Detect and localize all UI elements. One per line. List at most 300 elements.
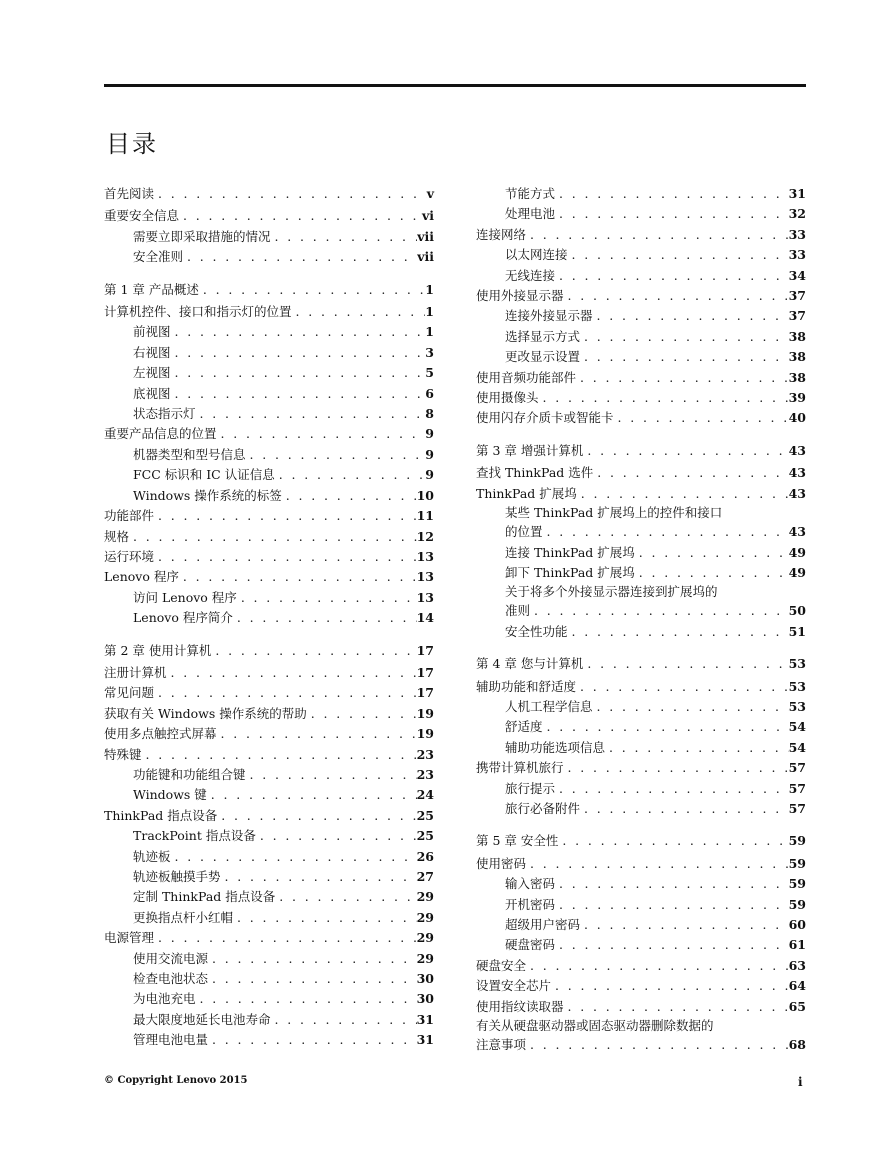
dot-leader [543,717,789,737]
toc-page-number: 68 [788,1037,806,1053]
toc-chapter-entry[interactable] [104,641,434,661]
toc-page-number: 33 [788,247,806,263]
toc-entry[interactable] [104,445,434,465]
toc-entry[interactable] [104,1030,434,1050]
toc-entry[interactable] [476,601,806,621]
toc-page-number: 30 [416,991,434,1007]
toc-entry-title: ThinkPad 指点设备 [104,807,218,823]
toc-entry[interactable] [104,949,434,969]
toc-entry-title: 规格 [104,528,130,544]
toc-page-number: vii [417,249,434,265]
toc-entry[interactable] [104,663,434,683]
dot-leader [171,384,426,404]
toc-entry[interactable] [104,724,434,744]
dot-leader [555,184,789,204]
dot-leader [282,486,417,506]
toc-entry-title: 功能键和功能组合键 [133,766,246,782]
dot-leader [217,424,426,444]
dot-leader [237,588,417,608]
dot-leader [551,976,789,996]
toc-page-number: 49 [788,564,806,580]
toc-page-number: 19 [416,705,434,721]
toc-entry-title: 辅助功能选项信息 [505,739,606,755]
dot-leader [154,547,417,567]
toc-entry[interactable] [476,245,806,265]
toc-entry-text-line: 关于将多个外接显示器连接到扩展坞的 [505,584,718,600]
dot-leader [580,347,789,367]
toc-page-number: 9 [425,446,434,462]
toc-entry-title: 机器类型和型号信息 [133,446,246,462]
toc-page-number: 57 [788,780,806,796]
toc-entry-title: 舒适度 [505,719,543,735]
toc-page-number: 33 [788,226,806,242]
dot-leader [555,935,789,955]
toc-entry[interactable] [476,697,806,717]
toc-entry[interactable] [476,463,806,483]
toc-entry[interactable] [104,506,434,526]
dot-leader [179,206,422,226]
toc-chapter-entry[interactable] [104,280,434,300]
toc-entry-title: 人机工程学信息 [505,698,593,714]
toc-entry-text-line: 有关从硬盘驱动器或固态驱动器删除数据的 [476,1018,714,1034]
toc-entry-title: 定制 ThinkPad 指点设备 [133,889,276,905]
toc-entry[interactable] [476,1035,806,1055]
dot-leader [154,928,417,948]
toc-entry-title: 输入密码 [505,876,556,892]
toc-entry[interactable] [104,847,434,867]
toc-entry[interactable] [476,717,806,737]
toc-page-number: 59 [788,833,806,849]
dot-leader [543,522,789,542]
dot-leader [576,677,789,697]
toc-page-number: 49 [788,544,806,560]
toc-page-number: 50 [788,603,806,619]
toc-page-number: 59 [788,876,806,892]
dot-leader [217,806,416,826]
toc-entry[interactable] [476,738,806,758]
toc-entry-title: 卸下 ThinkPad 扩展坞 [505,564,635,580]
toc-entry[interactable] [104,745,434,765]
dot-leader [154,506,417,526]
toc-page-number: 24 [416,787,434,803]
toc-page-number: 13 [416,569,434,585]
toc-entry[interactable] [104,547,434,567]
toc-entry[interactable] [104,608,434,628]
dot-leader [207,785,417,805]
toc-entry[interactable] [104,322,434,342]
toc-page-number: 54 [788,719,806,735]
toc-chapter-entry[interactable] [476,831,806,851]
toc-entry[interactable] [476,306,806,326]
toc-page-number: 1 [425,324,434,340]
toc-page-number: 43 [788,485,806,501]
dot-leader [580,915,789,935]
toc-entry-title: 使用密码 [476,855,527,871]
toc-page-number: 39 [788,390,806,406]
toc-page-number: 60 [788,917,806,932]
dot-leader [635,563,789,583]
dot-leader [580,327,789,347]
toc-page-number: 57 [788,760,806,776]
toc-entry-title: 底视图 [133,385,171,401]
dot-leader [171,363,426,383]
toc-entry[interactable] [104,928,434,948]
toc-entry-title: Lenovo 程序 [104,569,179,585]
toc-entry-title: Lenovo 程序简介 [133,610,233,626]
dot-leader [530,601,789,621]
toc-entry-title: 处理电池 [505,206,556,222]
toc-entry-title: 第 2 章 使用计算机 [104,642,212,658]
toc-page-number: 57 [788,800,806,816]
toc-entry[interactable] [476,854,806,874]
toc-entry-title: 电源管理 [104,930,155,946]
toc-page-number: 29 [416,930,434,946]
toc-entry[interactable] [476,895,806,915]
toc-entry-title: 以太网连接 [505,247,568,263]
toc-entry-title: 需要立即采取措施的情况 [133,228,271,244]
toc-entry-title: 轨迹板触摸手势 [133,869,221,884]
dot-leader [246,445,426,465]
dot-leader [199,280,425,300]
toc-entry-title: ThinkPad 扩展坞 [476,485,577,501]
toc-entry-title: 第 1 章 产品概述 [104,281,199,297]
toc-entry[interactable] [104,1010,434,1030]
dot-leader [275,887,416,907]
toc-entry-title: 最大限度地延长电池寿命 [133,1011,271,1027]
toc-entry[interactable] [104,527,434,547]
dot-leader [129,527,417,547]
toc-entry[interactable] [104,908,434,928]
toc-entry-title: 获取有关 Windows 操作系统的帮助 [104,705,307,721]
toc-entry[interactable] [104,806,434,826]
toc-entry[interactable] [476,347,806,367]
dot-leader [577,484,789,504]
toc-entry[interactable] [104,302,434,322]
toc-page-number: 37 [788,308,806,324]
toc-entry-title: 常见问题 [104,685,155,701]
toc-entry-title: 使用多点触控式屏幕 [104,726,217,742]
dot-leader [208,1030,417,1050]
toc-entry[interactable] [476,225,806,245]
toc-entry-text-line: 某些 ThinkPad 扩展坞上的控件和接口 [505,505,723,521]
toc-entry-title: 开机密码 [505,896,556,912]
toc-page-number: 17 [416,642,434,658]
dot-leader [183,247,417,267]
toc-entry-title: 辅助功能和舒适度 [476,678,577,694]
dot-leader [568,622,789,642]
toc-entry-title: 注意事项 [476,1037,527,1053]
toc-page-number: 31 [788,186,806,201]
dot-leader [271,1010,417,1030]
toc-entry-title: 查找 ThinkPad 选件 [476,465,594,481]
dot-leader [568,245,789,265]
toc-entry-title: 使用指纹读取器 [476,998,564,1014]
toc-entry-title: TrackPoint 指点设备 [133,828,256,844]
toc-entry[interactable] [476,799,806,819]
toc-entry[interactable] [476,484,806,504]
dot-leader [583,441,788,461]
toc-entry-title: 注册计算机 [104,664,167,680]
toc-entry[interactable] [476,368,806,388]
toc-entry-title: 检查电池状态 [133,971,209,987]
toc-entry-title: 准则 [505,603,531,619]
dot-leader [564,286,789,306]
toc-column-right [476,184,806,1055]
toc-entry[interactable] [476,874,806,894]
toc-entry[interactable] [104,567,434,587]
dot-leader [564,997,789,1017]
toc-entry[interactable] [104,867,434,887]
toc-entry[interactable] [476,266,806,286]
toc-entry-title: 轨迹板 [133,848,171,864]
toc-page-number: 17 [416,685,434,701]
toc-entry-title: 第 4 章 您与计算机 [476,656,584,672]
toc-page-number: 53 [788,678,806,694]
toc-page-number: 29 [416,889,434,905]
dot-leader [292,302,426,322]
toc-entry[interactable] [476,184,806,204]
toc-page-number: 63 [788,957,806,973]
dot-leader [171,322,426,342]
toc-entry-title: Windows 操作系统的标签 [133,487,282,503]
toc-entry-title: 为电池充电 [133,991,196,1007]
toc-entry[interactable] [476,543,806,563]
toc-entry-title: 右视图 [133,344,171,360]
toc-entry[interactable] [476,915,806,935]
toc-page-number: 31 [416,1011,434,1027]
dot-leader [142,745,417,765]
toc-page-number: 13 [416,548,434,564]
toc-entry[interactable] [104,989,434,1009]
toc-entry-title: 前视图 [133,324,171,340]
toc-page-number: 38 [788,349,806,365]
toc-page-number: 9 [425,467,434,483]
toc-entry[interactable] [476,935,806,955]
dot-leader [196,989,417,1009]
toc-page-number: vii [417,228,434,244]
dot-leader [154,683,417,703]
dot-leader [211,641,416,661]
toc-entry[interactable] [104,465,434,485]
toc-entry[interactable] [476,758,806,778]
toc-entry[interactable] [104,404,434,424]
toc-entry[interactable] [476,522,806,542]
toc-page-number: 38 [788,369,806,385]
toc-entry-title: 的位置 [505,524,543,540]
toc-entry[interactable] [104,424,434,444]
toc-page-number: 12 [416,528,434,544]
toc-page-number: 43 [788,442,806,458]
toc-entry[interactable] [476,779,806,799]
dot-leader [614,408,789,428]
toc-page-number: 19 [416,726,434,742]
dot-leader [580,799,789,819]
dot-leader [605,738,789,758]
dot-leader [526,1035,789,1055]
toc-entry-title: 旅行提示 [505,780,556,796]
toc-page-number: 14 [416,610,434,626]
dot-leader [526,225,789,245]
toc-entry[interactable] [104,343,434,363]
toc-page-number: 6 [425,385,434,401]
toc-entry-title: 安全准则 [133,249,184,265]
toc-entry[interactable] [476,563,806,583]
toc-entry-title: 左视图 [133,365,171,381]
dot-leader [576,368,789,388]
dot-leader [167,663,417,683]
toc-chapter-entry[interactable] [104,184,434,204]
footer-copyright: © Copyright Lenovo 2015 [104,1075,248,1086]
toc-entry[interactable] [476,408,806,428]
toc-page-number: 37 [788,288,806,304]
toc-page-number: 11 [416,508,434,524]
toc-page-number: 65 [788,998,806,1014]
toc-entry[interactable] [104,363,434,383]
toc-page-number: 53 [788,698,806,714]
toc-page-number: 17 [416,664,434,680]
toc-entry-title: 连接 ThinkPad 扩展坞 [505,544,635,560]
toc-page-number: 29 [416,950,434,966]
toc-entry-title: FCC 标识和 IC 认证信息 [133,467,275,483]
toc-page-number: 25 [416,828,434,844]
dot-leader [555,204,789,224]
toc-entry[interactable] [476,327,806,347]
toc-page-number: 32 [788,206,806,222]
toc-entry[interactable] [104,969,434,989]
toc-page-number: 8 [425,406,434,422]
dot-leader [555,895,789,915]
toc-entry[interactable] [104,384,434,404]
toc-entry[interactable] [476,956,806,976]
toc-page-number: 54 [788,739,806,755]
toc-page-number: 13 [416,589,434,605]
dot-leader [221,867,417,887]
dot-leader [593,306,789,326]
dot-leader [564,758,789,778]
toc-chapter-entry[interactable] [476,654,806,674]
toc-entry-title: 更改显示设置 [505,349,581,365]
toc-entry-title: 运行环境 [104,548,155,564]
toc-entry[interactable] [476,677,806,697]
toc-entry[interactable] [104,227,434,247]
toc-entry[interactable] [476,286,806,306]
dot-leader [593,697,789,717]
dot-leader [256,826,417,846]
dot-leader [271,227,418,247]
toc-entry-title: 安全性功能 [505,623,568,639]
dot-leader [526,956,789,976]
toc-entry[interactable] [476,388,806,408]
toc-entry-title: 重要产品信息的位置 [104,426,217,442]
toc-entry-title: 节能方式 [505,186,556,201]
toc-entry[interactable] [104,486,434,506]
dot-leader [583,654,788,674]
dot-leader [154,184,427,204]
dot-leader [558,831,788,851]
toc-entry-title: 更换指点杆小红帽 [133,909,234,925]
toc-page-number: 61 [788,937,806,953]
toc-entry[interactable] [104,206,434,226]
toc-page-number: 5 [425,365,434,381]
toc-entry-title: 携带计算机旅行 [476,760,564,776]
toc-entry[interactable] [104,887,434,907]
dot-leader [555,779,789,799]
toc-entry[interactable] [104,826,434,846]
toc-page-number: 30 [416,971,434,987]
toc-page-number: 64 [788,978,806,994]
toc-page-number: 31 [416,1032,434,1048]
dot-leader [555,874,789,894]
toc-chapter-entry[interactable] [476,441,806,461]
toc-entry-title: 旅行必备附件 [505,800,581,816]
dot-leader [635,543,789,563]
dot-leader [539,388,789,408]
toc-entry-title: 使用外接显示器 [476,288,564,304]
toc-entry-title: 选择显示方式 [505,328,581,344]
toc-entry-title: 管理电池电量 [133,1032,209,1048]
toc-entry[interactable] [104,765,434,785]
toc-page-number: 27 [416,869,434,884]
toc-page-number: 23 [416,746,434,762]
dot-leader [196,404,426,424]
toc-entry-title: 第 5 章 安全性 [476,833,559,849]
toc-page-number: 29 [416,909,434,925]
toc-entry[interactable] [104,683,434,703]
toc-entry-title: 无线连接 [505,267,556,283]
toc-entry[interactable] [104,785,434,805]
dot-leader [208,949,417,969]
dot-leader [171,847,417,867]
toc-entry-title: 状态指示灯 [133,406,196,422]
toc-entry-title: 硬盘密码 [505,937,556,953]
toc-entry-title: 访问 Lenovo 程序 [133,589,237,605]
toc-page-number: 34 [788,267,806,283]
dot-leader [275,465,426,485]
dot-leader [233,908,417,928]
toc-page-number: 59 [788,896,806,912]
toc-page-number: vi [421,208,434,224]
toc-entry-title: 使用交流电源 [133,950,209,966]
header-rule [104,84,806,87]
dot-leader [555,266,789,286]
dot-leader [246,765,417,785]
toc-entry[interactable] [104,704,434,724]
toc-entry-title: Windows 键 [133,787,207,803]
toc-entry-title: 使用闪存介质卡或智能卡 [476,410,614,426]
toc-page-number: 25 [416,807,434,823]
toc-entry-title: 连接网络 [476,226,527,242]
dot-leader [307,704,417,724]
toc-entry-title: 设置安全芯片 [476,978,552,994]
dot-leader [593,463,788,483]
toc-entry-title: 计算机控件、接口和指示灯的位置 [104,304,292,320]
toc-entry[interactable] [476,622,806,642]
toc-page-number: 26 [416,848,434,864]
toc-entry[interactable] [476,997,806,1017]
toc-entry[interactable] [104,588,434,608]
toc-entry-title: 使用音频功能部件 [476,369,577,385]
toc-entry-title: 硬盘安全 [476,957,527,973]
toc-entry-title: 使用摄像头 [476,390,539,406]
toc-entry[interactable] [104,247,434,267]
toc-page-number: 1 [425,304,434,320]
toc-entry[interactable] [476,976,806,996]
toc-entry-title: 特殊键 [104,746,142,762]
toc-entry-title: 功能部件 [104,508,155,524]
toc-entry[interactable] [476,204,806,224]
toc-column-left [104,184,434,1051]
dot-leader [179,567,417,587]
